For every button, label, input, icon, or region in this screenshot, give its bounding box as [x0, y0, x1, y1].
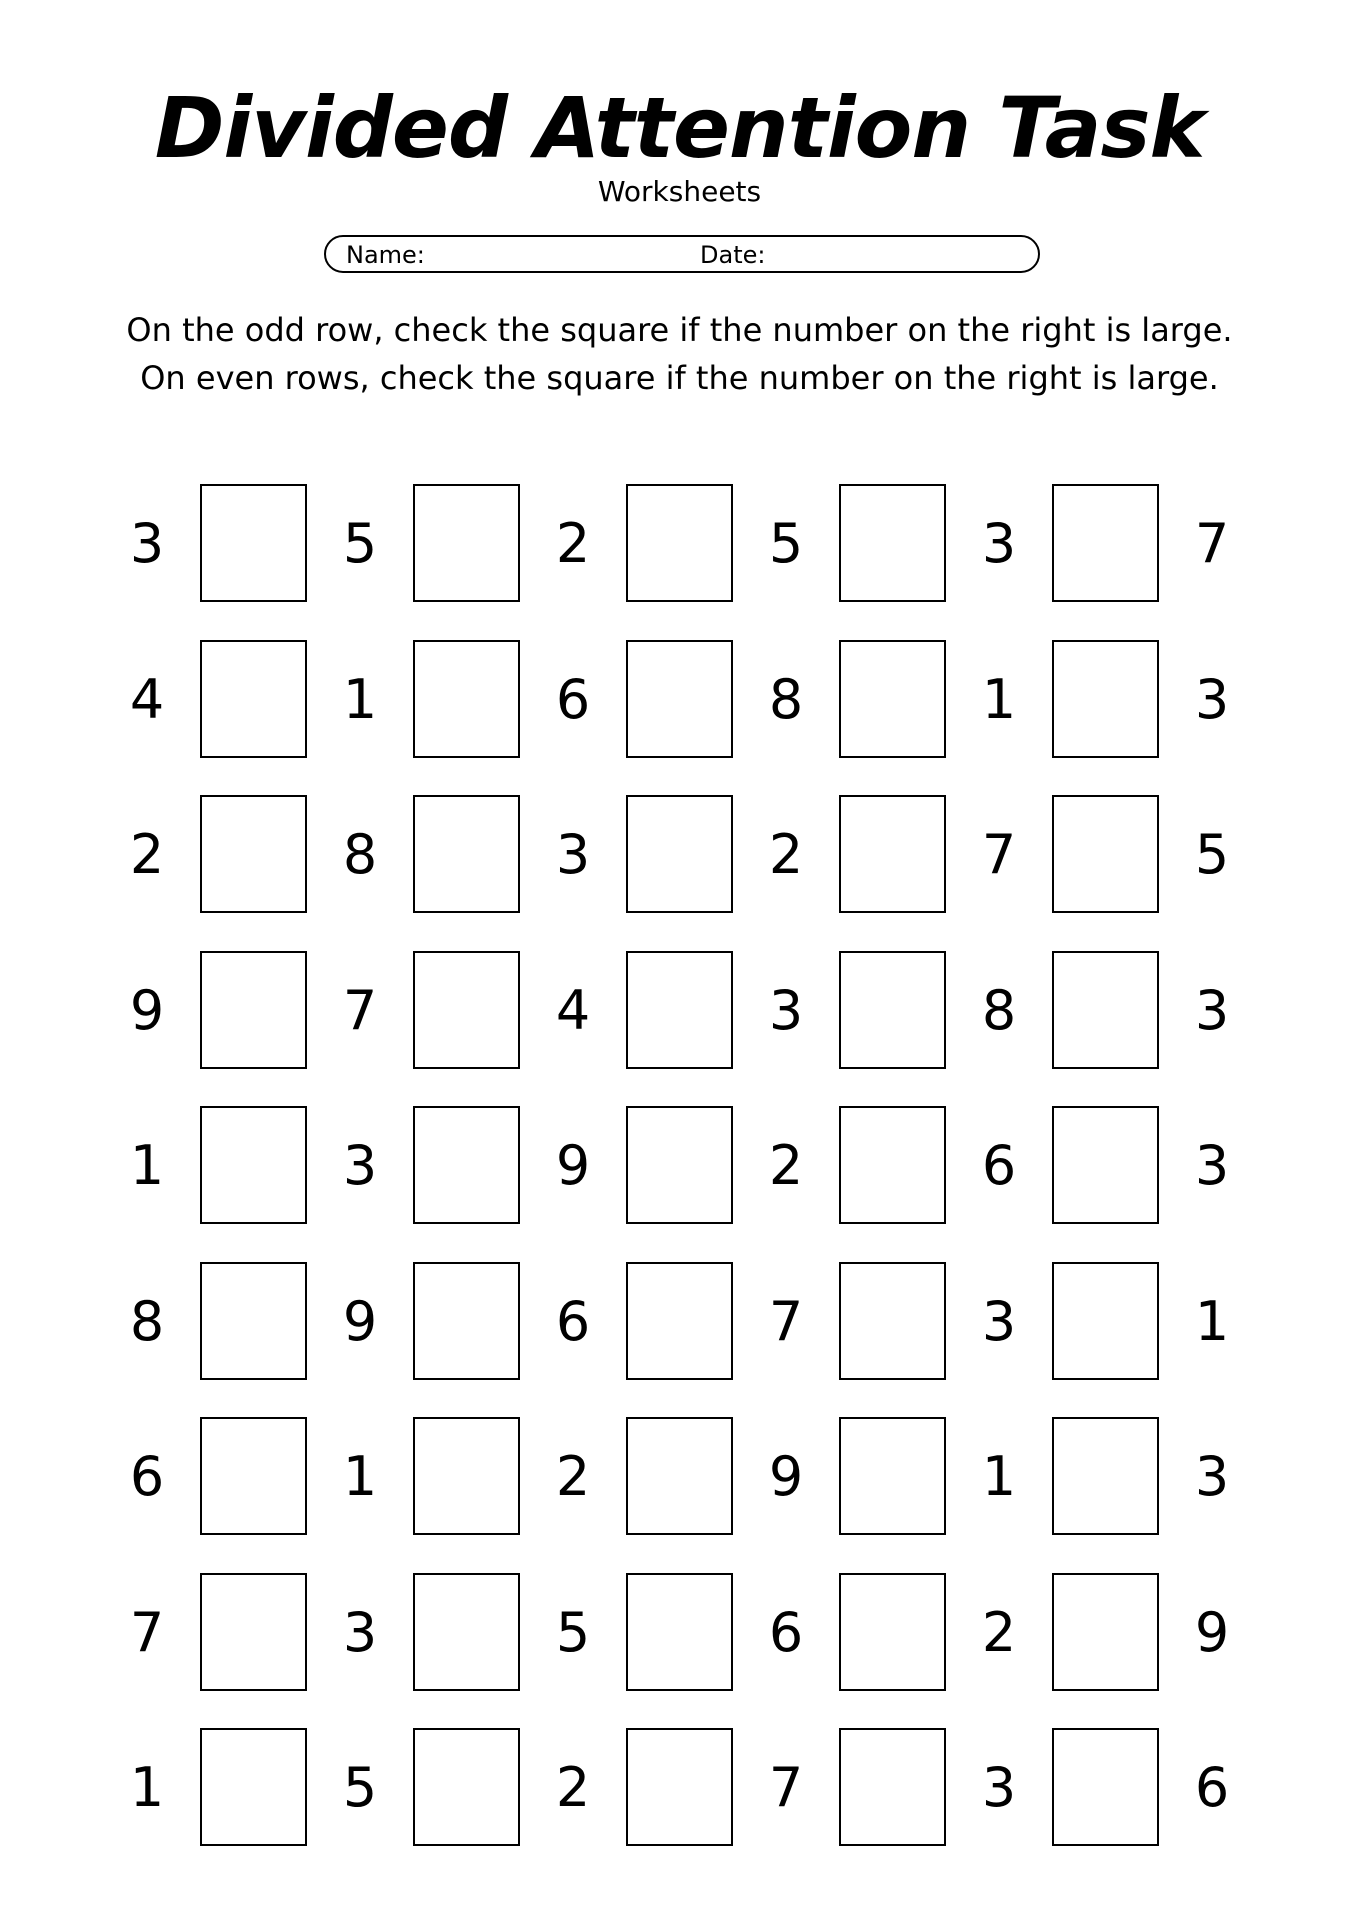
- grid-number: 3: [1194, 1134, 1230, 1197]
- answer-checkbox[interactable]: [200, 1728, 307, 1846]
- answer-checkbox[interactable]: [413, 1417, 520, 1535]
- grid-number: 7: [768, 1290, 804, 1353]
- answer-checkbox[interactable]: [1052, 1417, 1159, 1535]
- grid-number: 6: [555, 668, 591, 731]
- grid-row: [0, 795, 1359, 915]
- answer-checkbox[interactable]: [1052, 484, 1159, 602]
- answer-checkbox[interactable]: [1052, 795, 1159, 913]
- answer-checkbox[interactable]: [839, 795, 946, 913]
- worksheet-subtitle: Worksheets: [597, 175, 762, 208]
- grid-number: 3: [129, 512, 165, 575]
- grid-row: [0, 1262, 1359, 1382]
- answer-checkbox[interactable]: [413, 951, 520, 1069]
- grid-number: 8: [129, 1290, 165, 1353]
- date-label: Date:: [700, 241, 766, 269]
- answer-checkbox[interactable]: [626, 795, 733, 913]
- grid-number: 3: [555, 823, 591, 886]
- grid-number: 1: [342, 1445, 378, 1508]
- answer-checkbox[interactable]: [200, 640, 307, 758]
- grid-number: 1: [129, 1756, 165, 1819]
- grid-number: 3: [342, 1134, 378, 1197]
- grid-number: 7: [1194, 512, 1230, 575]
- grid-number: 3: [981, 1756, 1017, 1819]
- grid-row: [0, 1417, 1359, 1537]
- answer-checkbox[interactable]: [200, 484, 307, 602]
- grid-number: 3: [1194, 979, 1230, 1042]
- grid-number: 5: [768, 512, 804, 575]
- answer-checkbox[interactable]: [413, 1728, 520, 1846]
- grid-number: 6: [1194, 1756, 1230, 1819]
- grid-number: 2: [768, 823, 804, 886]
- answer-checkbox[interactable]: [1052, 640, 1159, 758]
- grid-row: [0, 1728, 1359, 1848]
- grid-number: 1: [981, 668, 1017, 731]
- grid-row: [0, 1573, 1359, 1693]
- grid-number: 6: [981, 1134, 1017, 1197]
- grid-number: 6: [555, 1290, 591, 1353]
- answer-checkbox[interactable]: [626, 951, 733, 1069]
- answer-checkbox[interactable]: [626, 1728, 733, 1846]
- answer-checkbox[interactable]: [626, 484, 733, 602]
- grid-number: 7: [342, 979, 378, 1042]
- grid-number: 6: [129, 1445, 165, 1508]
- grid-number: 9: [129, 979, 165, 1042]
- answer-checkbox[interactable]: [200, 951, 307, 1069]
- answer-checkbox[interactable]: [200, 1262, 307, 1380]
- answer-checkbox[interactable]: [413, 1106, 520, 1224]
- answer-checkbox[interactable]: [200, 795, 307, 913]
- grid-number: 1: [129, 1134, 165, 1197]
- grid-number: 9: [555, 1134, 591, 1197]
- grid-number: 4: [555, 979, 591, 1042]
- grid-row: [0, 1106, 1359, 1226]
- grid-number: 3: [1194, 668, 1230, 731]
- grid-number: 2: [555, 512, 591, 575]
- grid-number: 9: [1194, 1601, 1230, 1664]
- answer-checkbox[interactable]: [413, 1573, 520, 1691]
- answer-checkbox[interactable]: [413, 1262, 520, 1380]
- instructions-text: On the odd row, check the square if the number on the right is large. On even rows, check the square if the number on the right is large.: [126, 311, 1233, 397]
- answer-checkbox[interactable]: [626, 1106, 733, 1224]
- grid-number: 5: [342, 512, 378, 575]
- grid-number: 8: [981, 979, 1017, 1042]
- answer-checkbox[interactable]: [1052, 951, 1159, 1069]
- grid-number: 1: [981, 1445, 1017, 1508]
- name-label: Name:: [346, 241, 425, 269]
- answer-checkbox[interactable]: [200, 1573, 307, 1691]
- worksheet-title: Divided Attention Task: [154, 79, 1205, 177]
- grid-number: 7: [981, 823, 1017, 886]
- grid-number: 9: [768, 1445, 804, 1508]
- grid-number: 4: [129, 668, 165, 731]
- answer-checkbox[interactable]: [1052, 1728, 1159, 1846]
- answer-checkbox[interactable]: [1052, 1573, 1159, 1691]
- grid-number: 1: [1194, 1290, 1230, 1353]
- grid-number: 5: [1194, 823, 1230, 886]
- answer-checkbox[interactable]: [626, 640, 733, 758]
- grid-number: 1: [342, 668, 378, 731]
- answer-checkbox[interactable]: [839, 484, 946, 602]
- answer-checkbox[interactable]: [626, 1573, 733, 1691]
- answer-checkbox[interactable]: [413, 640, 520, 758]
- grid-number: 8: [768, 668, 804, 731]
- grid-number: 2: [129, 823, 165, 886]
- grid-number: 2: [555, 1445, 591, 1508]
- grid-number: 7: [129, 1601, 165, 1664]
- grid-number: 3: [768, 979, 804, 1042]
- grid-number: 8: [342, 823, 378, 886]
- answer-checkbox[interactable]: [413, 484, 520, 602]
- grid-number: 2: [768, 1134, 804, 1197]
- grid-number: 2: [555, 1756, 591, 1819]
- grid-number: 3: [1194, 1445, 1230, 1508]
- answer-checkbox[interactable]: [1052, 1262, 1159, 1380]
- answer-checkbox[interactable]: [626, 1262, 733, 1380]
- grid-number: 7: [768, 1756, 804, 1819]
- answer-checkbox[interactable]: [839, 1417, 946, 1535]
- grid-number: 6: [768, 1601, 804, 1664]
- answer-checkbox[interactable]: [626, 1417, 733, 1535]
- grid-number: 5: [555, 1601, 591, 1664]
- answer-checkbox[interactable]: [1052, 1106, 1159, 1224]
- grid-row: [0, 484, 1359, 604]
- answer-checkbox[interactable]: [839, 1106, 946, 1224]
- grid-number: 3: [342, 1601, 378, 1664]
- answer-checkbox[interactable]: [413, 795, 520, 913]
- answer-checkbox[interactable]: [200, 1106, 307, 1224]
- grid-number: 3: [981, 1290, 1017, 1353]
- answer-checkbox[interactable]: [839, 1262, 946, 1380]
- grid-row: [0, 640, 1359, 760]
- answer-checkbox[interactable]: [839, 1573, 946, 1691]
- grid-row: [0, 951, 1359, 1071]
- grid-number: 3: [981, 512, 1017, 575]
- answer-checkbox[interactable]: [200, 1417, 307, 1535]
- grid-number: 5: [342, 1756, 378, 1819]
- answer-checkbox[interactable]: [839, 951, 946, 1069]
- grid-number: 2: [981, 1601, 1017, 1664]
- grid-number: 9: [342, 1290, 378, 1353]
- answer-checkbox[interactable]: [839, 1728, 946, 1846]
- answer-checkbox[interactable]: [839, 640, 946, 758]
